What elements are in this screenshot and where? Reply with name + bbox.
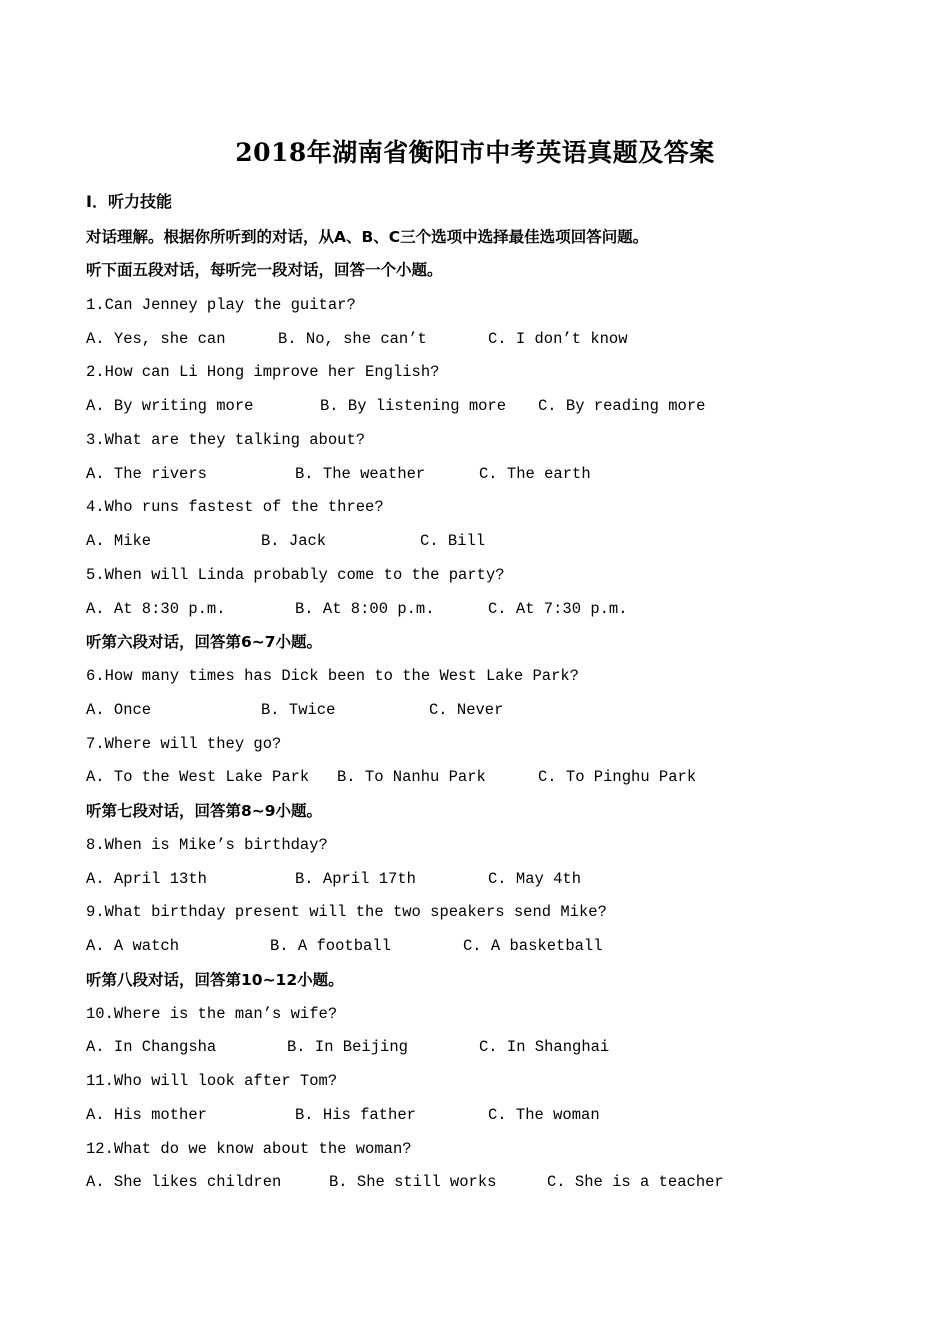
option-b: B. She still works [329,1173,497,1191]
question-8: 8.When is Mike’s birthday? [86,836,328,854]
question-2: 2.How can Li Hong improve her English? [86,363,440,381]
option-a: A. Yes, she can [86,330,226,348]
question-4: 4.Who runs fastest of the three? [86,498,384,516]
option-c: C. In Shanghai [479,1038,610,1056]
page-title: 2018年湖南省衡阳市中考英语真题及答案 [235,138,715,167]
option-a: A. April 13th [86,870,207,888]
instruction-part1: 听下面五段对话，每听完一段对话，回答一个小题。 [86,261,443,279]
option-c: C. May 4th [488,870,582,888]
question-9: 9.What birthday present will the two speakers send Mike? [86,903,607,921]
option-b: B. No, she can’t [278,330,427,348]
option-b: B. A football [270,937,391,955]
option-a: A. A watch [86,937,180,955]
option-a: A. To the West Lake Park [86,768,310,786]
option-b: B. Twice [261,701,336,719]
instruction-part7: 听第七段对话，回答第8~9小题。 [86,802,323,820]
question-1: 1.Can Jenney play the guitar? [86,296,356,314]
option-a: A. Mike [86,532,152,550]
option-c: C. At 7:30 p.m. [488,600,628,618]
option-a: A. At 8:30 p.m. [86,600,226,618]
option-a: A. Once [86,701,152,719]
option-a: A. His mother [86,1106,207,1124]
instruction-part6: 听第六段对话，回答第6~7小题。 [86,633,323,651]
option-b: B. The weather [295,465,426,483]
option-c: C. I don’t know [488,330,628,348]
question-6: 6.How many times has Dick been to the West Lake Park? [86,667,579,685]
question-3: 3.What are they talking about? [86,431,366,449]
option-b: B. To Nanhu Park [337,768,486,786]
option-a: A. By writing more [86,397,254,415]
option-b: B. His father [295,1106,416,1124]
section-heading: Ⅰ．听力技能 [86,192,172,211]
option-a: A. She likes children [86,1173,282,1191]
option-c: C. A basketball [463,937,603,955]
option-b: B. By listening more [320,397,507,415]
option-c: C. The earth [479,465,591,483]
question-12: 12.What do we know about the woman? [86,1140,412,1158]
option-c: C. She is a teacher [547,1173,724,1191]
option-b: B. Jack [261,532,327,550]
question-10: 10.Where is the man’s wife? [86,1005,338,1023]
option-c: C. To Pinghu Park [538,768,697,786]
question-11: 11.Who will look after Tom? [86,1072,338,1090]
option-b: B. April 17th [295,870,416,888]
question-7: 7.Where will they go? [86,735,282,753]
option-b: B. In Beijing [287,1038,408,1056]
option-c: C. Bill [420,532,486,550]
question-5: 5.When will Linda probably come to the party? [86,566,505,584]
instruction-main: 对话理解。根据你所听到的对话，从A、B、C三个选项中选择最佳选项回答问题。 [86,228,649,246]
option-a: A. In Changsha [86,1038,217,1056]
option-c: C. The woman [488,1106,600,1124]
option-b: B. At 8:00 p.m. [295,600,435,618]
option-a: A. The rivers [86,465,207,483]
instruction-part8: 听第八段对话，回答第10~12小题。 [86,971,344,989]
option-c: C. Never [429,701,504,719]
option-c: C. By reading more [538,397,706,415]
